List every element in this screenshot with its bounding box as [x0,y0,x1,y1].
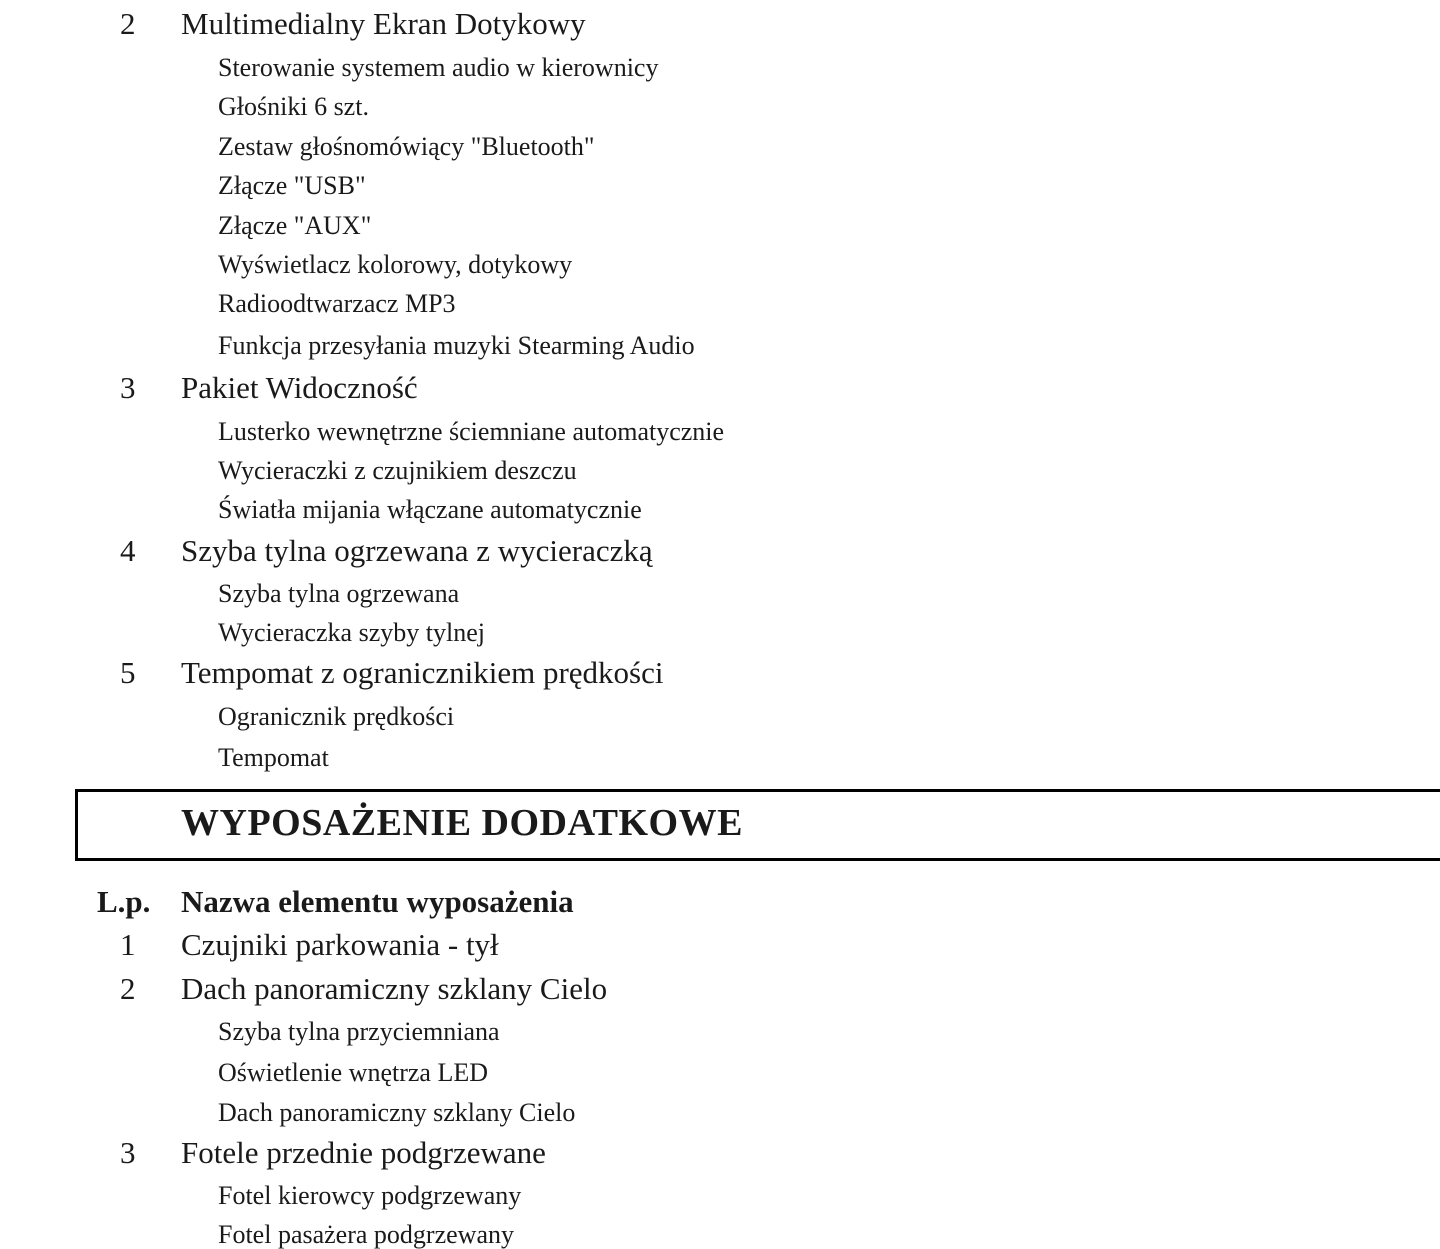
group-title: Dach panoramiczny szklany Cielo [181,971,608,1006]
group-number: 4 [120,533,136,568]
group-title: Multimedialny Ekran Dotykowy [181,6,586,41]
group-number: 3 [120,1135,136,1170]
group-subitem: Wycieraczka szyby tylnej [218,618,485,647]
group-subitem: Fotel kierowcy podgrzewany [218,1181,522,1210]
column-header-lp: L.p. [97,884,151,919]
group-title: Fotele przednie podgrzewane [181,1135,546,1170]
column-header-name: Nazwa elementu wyposażenia [181,884,574,919]
group-subitem: Ogranicznik prędkości [218,702,455,731]
group-subitem: Głośniki 6 szt. [218,92,369,121]
group-subitem: Wycieraczki z czujnikiem deszczu [218,456,577,485]
group-number: 2 [120,6,136,41]
group-subitem: Funkcja przesyłania muzyki Stearming Audio [218,331,695,360]
group-number: 1 [120,927,136,962]
group-subitem: Tempomat [218,743,329,772]
group-subitem: Złącze "AUX" [218,211,372,240]
group-subitem: Szyba tylna ogrzewana [218,579,460,608]
group-number: 5 [120,655,136,690]
group-title: Czujniki parkowania - tył [181,927,499,962]
group-subitem: Sterowanie systemem audio w kierownicy [218,53,659,82]
group-subitem: Zestaw głośnomówiący "Bluetooth" [218,132,595,161]
group-number: 2 [120,971,136,1006]
group-subitem: Wyświetlacz kolorowy, dotykowy [218,250,573,279]
group-title: Tempomat z ogranicznikiem prędkości [181,655,664,690]
group-subitem: Światła mijania włączane automatycznie [218,495,642,524]
group-subitem: Lusterko wewnętrzne ściemniane automatycznie [218,417,725,446]
group-title: Pakiet Widoczność [181,370,418,405]
section-title: WYPOSAŻENIE DODATKOWE [181,802,743,844]
group-subitem: Radioodtwarzacz MP3 [218,289,456,318]
group-subitem: Dach panoramiczny szklany Cielo [218,1098,576,1127]
group-subitem: Fotel pasażera podgrzewany [218,1220,514,1249]
group-title: Szyba tylna ogrzewana z wycieraczką [181,533,653,568]
group-subitem: Szyba tylna przyciemniana [218,1017,500,1046]
group-subitem: Złącze "USB" [218,171,366,200]
group-number: 3 [120,370,136,405]
group-subitem: Oświetlenie wnętrza LED [218,1058,489,1087]
